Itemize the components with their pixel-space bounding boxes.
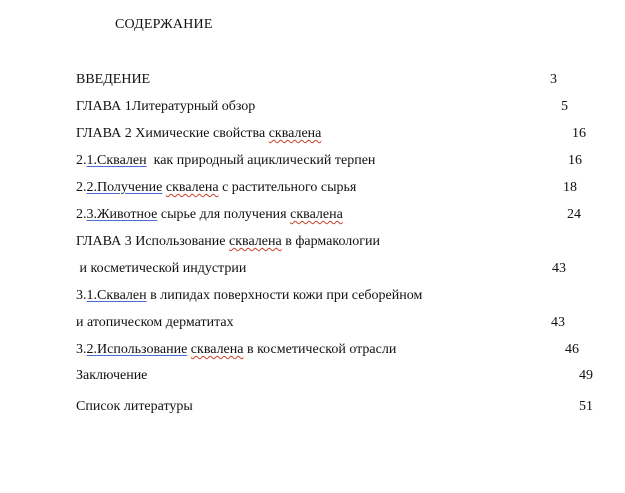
toc-entry-chapter-2[interactable] [76, 125, 321, 143]
toc-page-number: 49 [579, 368, 593, 383]
toc-page-number: 51 [579, 399, 593, 414]
toc-entry-introduction[interactable] [76, 71, 150, 89]
toc-entry-text: 3. [76, 342, 87, 357]
toc-entry-text: и косметической индустрии [76, 261, 247, 276]
toc-page-number: 16 [568, 153, 582, 168]
toc-entry-chapter-3[interactable] [76, 233, 380, 251]
toc-entry-text: в косметической отрасли [243, 342, 397, 357]
toc-entry-3-2[interactable] [76, 341, 396, 359]
toc-entry-text-spellcheck: сквалена [190, 342, 244, 357]
toc-entry-text: 2. [76, 207, 87, 222]
toc-entry-text-link: 2.Использование [86, 342, 188, 357]
toc-title: СОДЕРЖАНИЕ [115, 17, 213, 32]
toc-entry-text-link: 1.Сквален [86, 153, 147, 168]
toc-entry-2-2[interactable] [76, 179, 356, 197]
toc-entry-text-link: 3.Животное [86, 207, 158, 222]
toc-entry-text: в фармакологии [281, 234, 380, 249]
toc-entry-text: как природный ациклический терпен [146, 153, 376, 168]
toc-entry-text: ВВЕДЕНИЕ [76, 72, 151, 87]
toc-page-number: 3 [550, 72, 557, 87]
toc-entry-text-spellcheck: сквалена [165, 180, 219, 195]
toc-page-number: 46 [565, 342, 579, 357]
toc-page-number: 24 [567, 207, 581, 222]
toc-entry-text: ГЛАВА 1Литературный обзор [76, 99, 256, 114]
toc-entry-text-link: 2.Получение [86, 180, 163, 195]
toc-entry-text-link: 1.Сквален [86, 288, 147, 303]
toc-entry-2-1[interactable] [76, 152, 375, 170]
toc-entry-text-spellcheck: сквалена [290, 207, 343, 222]
toc-page-number: 16 [572, 126, 586, 141]
toc-entry-text: 2. [76, 180, 87, 195]
toc-entry-conclusion[interactable] [76, 367, 147, 385]
toc-entry-chapter-3-cont[interactable] [76, 260, 246, 278]
toc-entry-text: с растительного сырья [218, 180, 357, 195]
toc-entry-text: ГЛАВА 3 Использование [76, 234, 230, 249]
toc-entry-text: 3. [76, 288, 87, 303]
toc-entry-text-spellcheck: сквалена [229, 234, 282, 249]
toc-page-number: 18 [563, 180, 577, 195]
toc-entry-text: в липидах поверхности кожи при себорейном [146, 288, 423, 303]
toc-page-number: 5 [561, 99, 568, 114]
toc-page-number: 43 [551, 315, 565, 330]
toc-entry-text: и атопическом дерматитах [76, 315, 234, 330]
toc-entry-text: Заключение [76, 368, 148, 383]
toc-entry-text-spellcheck: сквалена [268, 126, 322, 141]
toc-entry-2-3[interactable] [76, 206, 343, 224]
toc-entry-text: сырье для получения [157, 207, 291, 222]
toc-entry-text: 2. [76, 153, 87, 168]
toc-entry-chapter-1[interactable] [76, 98, 255, 116]
toc-page-number: 43 [552, 261, 566, 276]
toc-entry-text: ГЛАВА 2 Химические свойства [76, 126, 269, 141]
toc-entry-references[interactable] [76, 398, 193, 416]
toc-entry-3-1-cont[interactable] [76, 314, 234, 332]
toc-entry-3-1[interactable] [76, 287, 422, 305]
toc-entry-text: Список литературы [76, 399, 193, 414]
